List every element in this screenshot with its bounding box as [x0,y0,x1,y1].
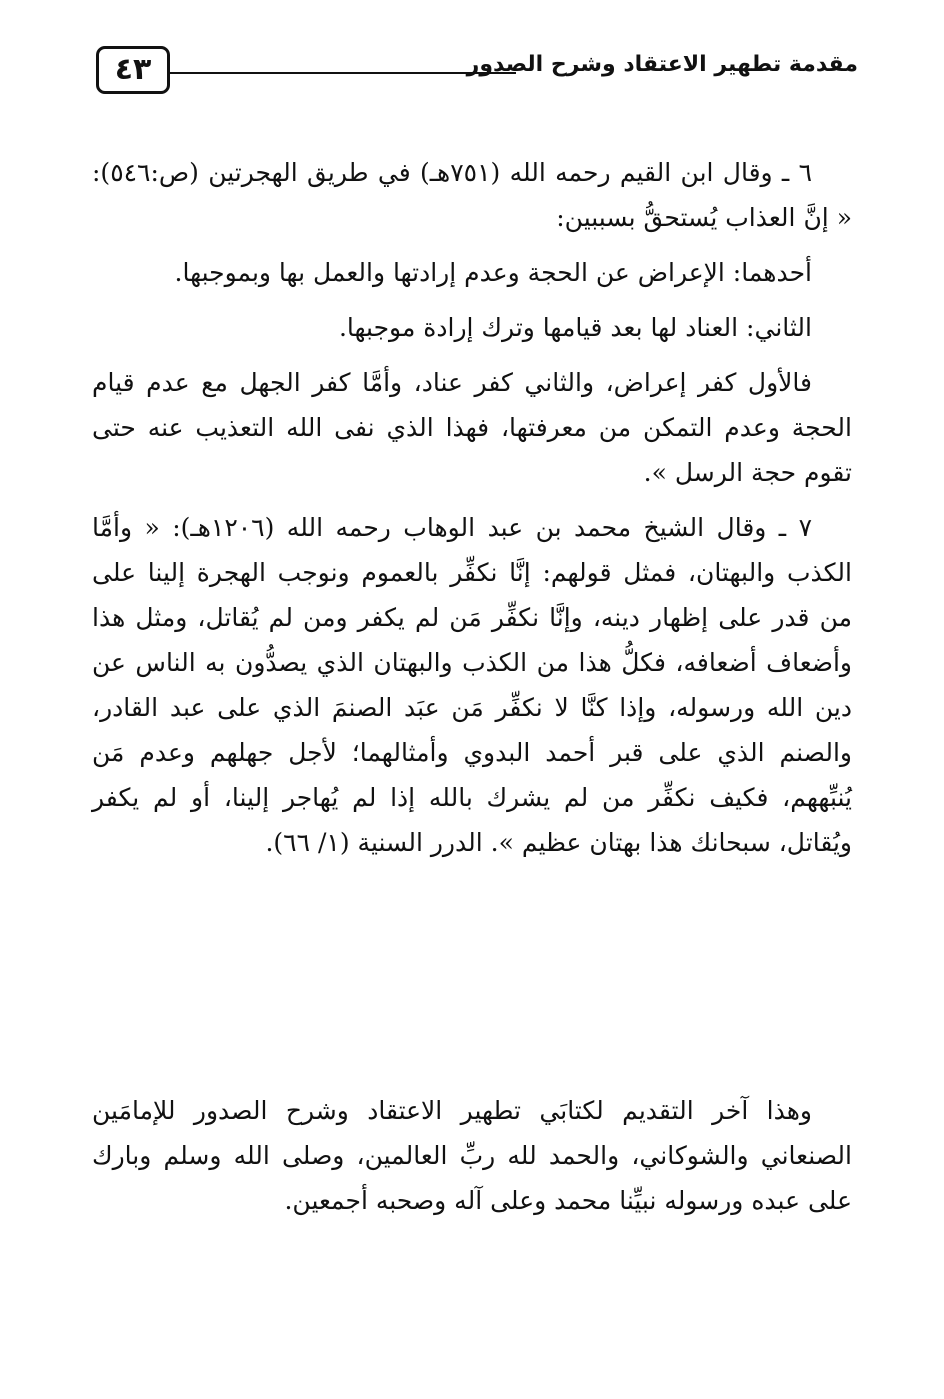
paragraph-second-cause: الثاني: العناد لها بعد قيامها وترك إرادة موجبها. [338,313,812,342]
closing-text [92,1088,852,1223]
paragraph-ibn-qayyim-quote: ٦ ـ وقال ابن القيم رحمه الله (٧٥١هـ) في طريق الهجرتين (ص:٥٤٦): « إنَّ العذاب يُستحقُّ بسببين: [92,158,852,232]
running-header [96,46,858,100]
paragraph-closing: وهذا آخر التقديم لكتابَي تطهير الاعتقاد وشرح الصدور للإمامَين الصنعاني والشوكاني، والحمد لله ربِّ العالمين، وصلى الله وسلم وبارك على عبده ورسوله نبيِّنا محمد وعلى آله وصحبه أجمعين. [92,1096,852,1215]
running-title: مقدمة تطهير الاعتقاد وشرح الصدور [466,52,858,77]
paragraph-ibn-abd-al-wahhab-quote: ٧ ـ وقال الشيخ محمد بن عبد الوهاب رحمه الله (١٢٠٦هـ): « وأمَّا الكذب والبهتان، فمثل قولهم: إنَّا نكفِّر بالعموم ونوجب الهجرة إلينا على من قدر على إظهار دينه، وإنَّا نكفِّر مَن لم يكفر ومن لم يُقاتل، ومثل هذا وأضعاف أضعافه، فكلُّ هذا من الكذب والبهتان الذي يصدُّون به الناس عن دين الله ورسوله، وإذا كنَّا لا نكفِّر مَن عبَد الصنمَ الذي على عبد القادر، والصنم الذي على قبر أحمد البدوي وأمثالهما؛ لأجل جهلهم وعدم مَن يُنبِّههم، فكيف نكفِّر من لم يشرك بالله إذا لم يُهاجر إلينا، أو لم يكفر ويُقاتل، سبحانك هذا بهتان عظيم ». الدرر السنية (١/ ٦٦). [92,513,852,857]
header-rule [170,72,516,74]
paragraph-kinds-of-kufr: فالأول كفر إعراض، والثاني كفر عناد، وأمَّا كفر الجهل مع عدم قيام الحجة وعدم التمكن من معرفتها، فهذا الذي نفى الله التعذيب عنه حتى تقوم حجة الرسل ». [92,368,852,487]
main-text [92,150,852,875]
paragraph-first-cause: أحدهما: الإعراض عن الحجة وعدم إرادتها والعمل بها وبموجبها. [174,258,812,287]
page-number: ٤٣ [96,46,170,94]
